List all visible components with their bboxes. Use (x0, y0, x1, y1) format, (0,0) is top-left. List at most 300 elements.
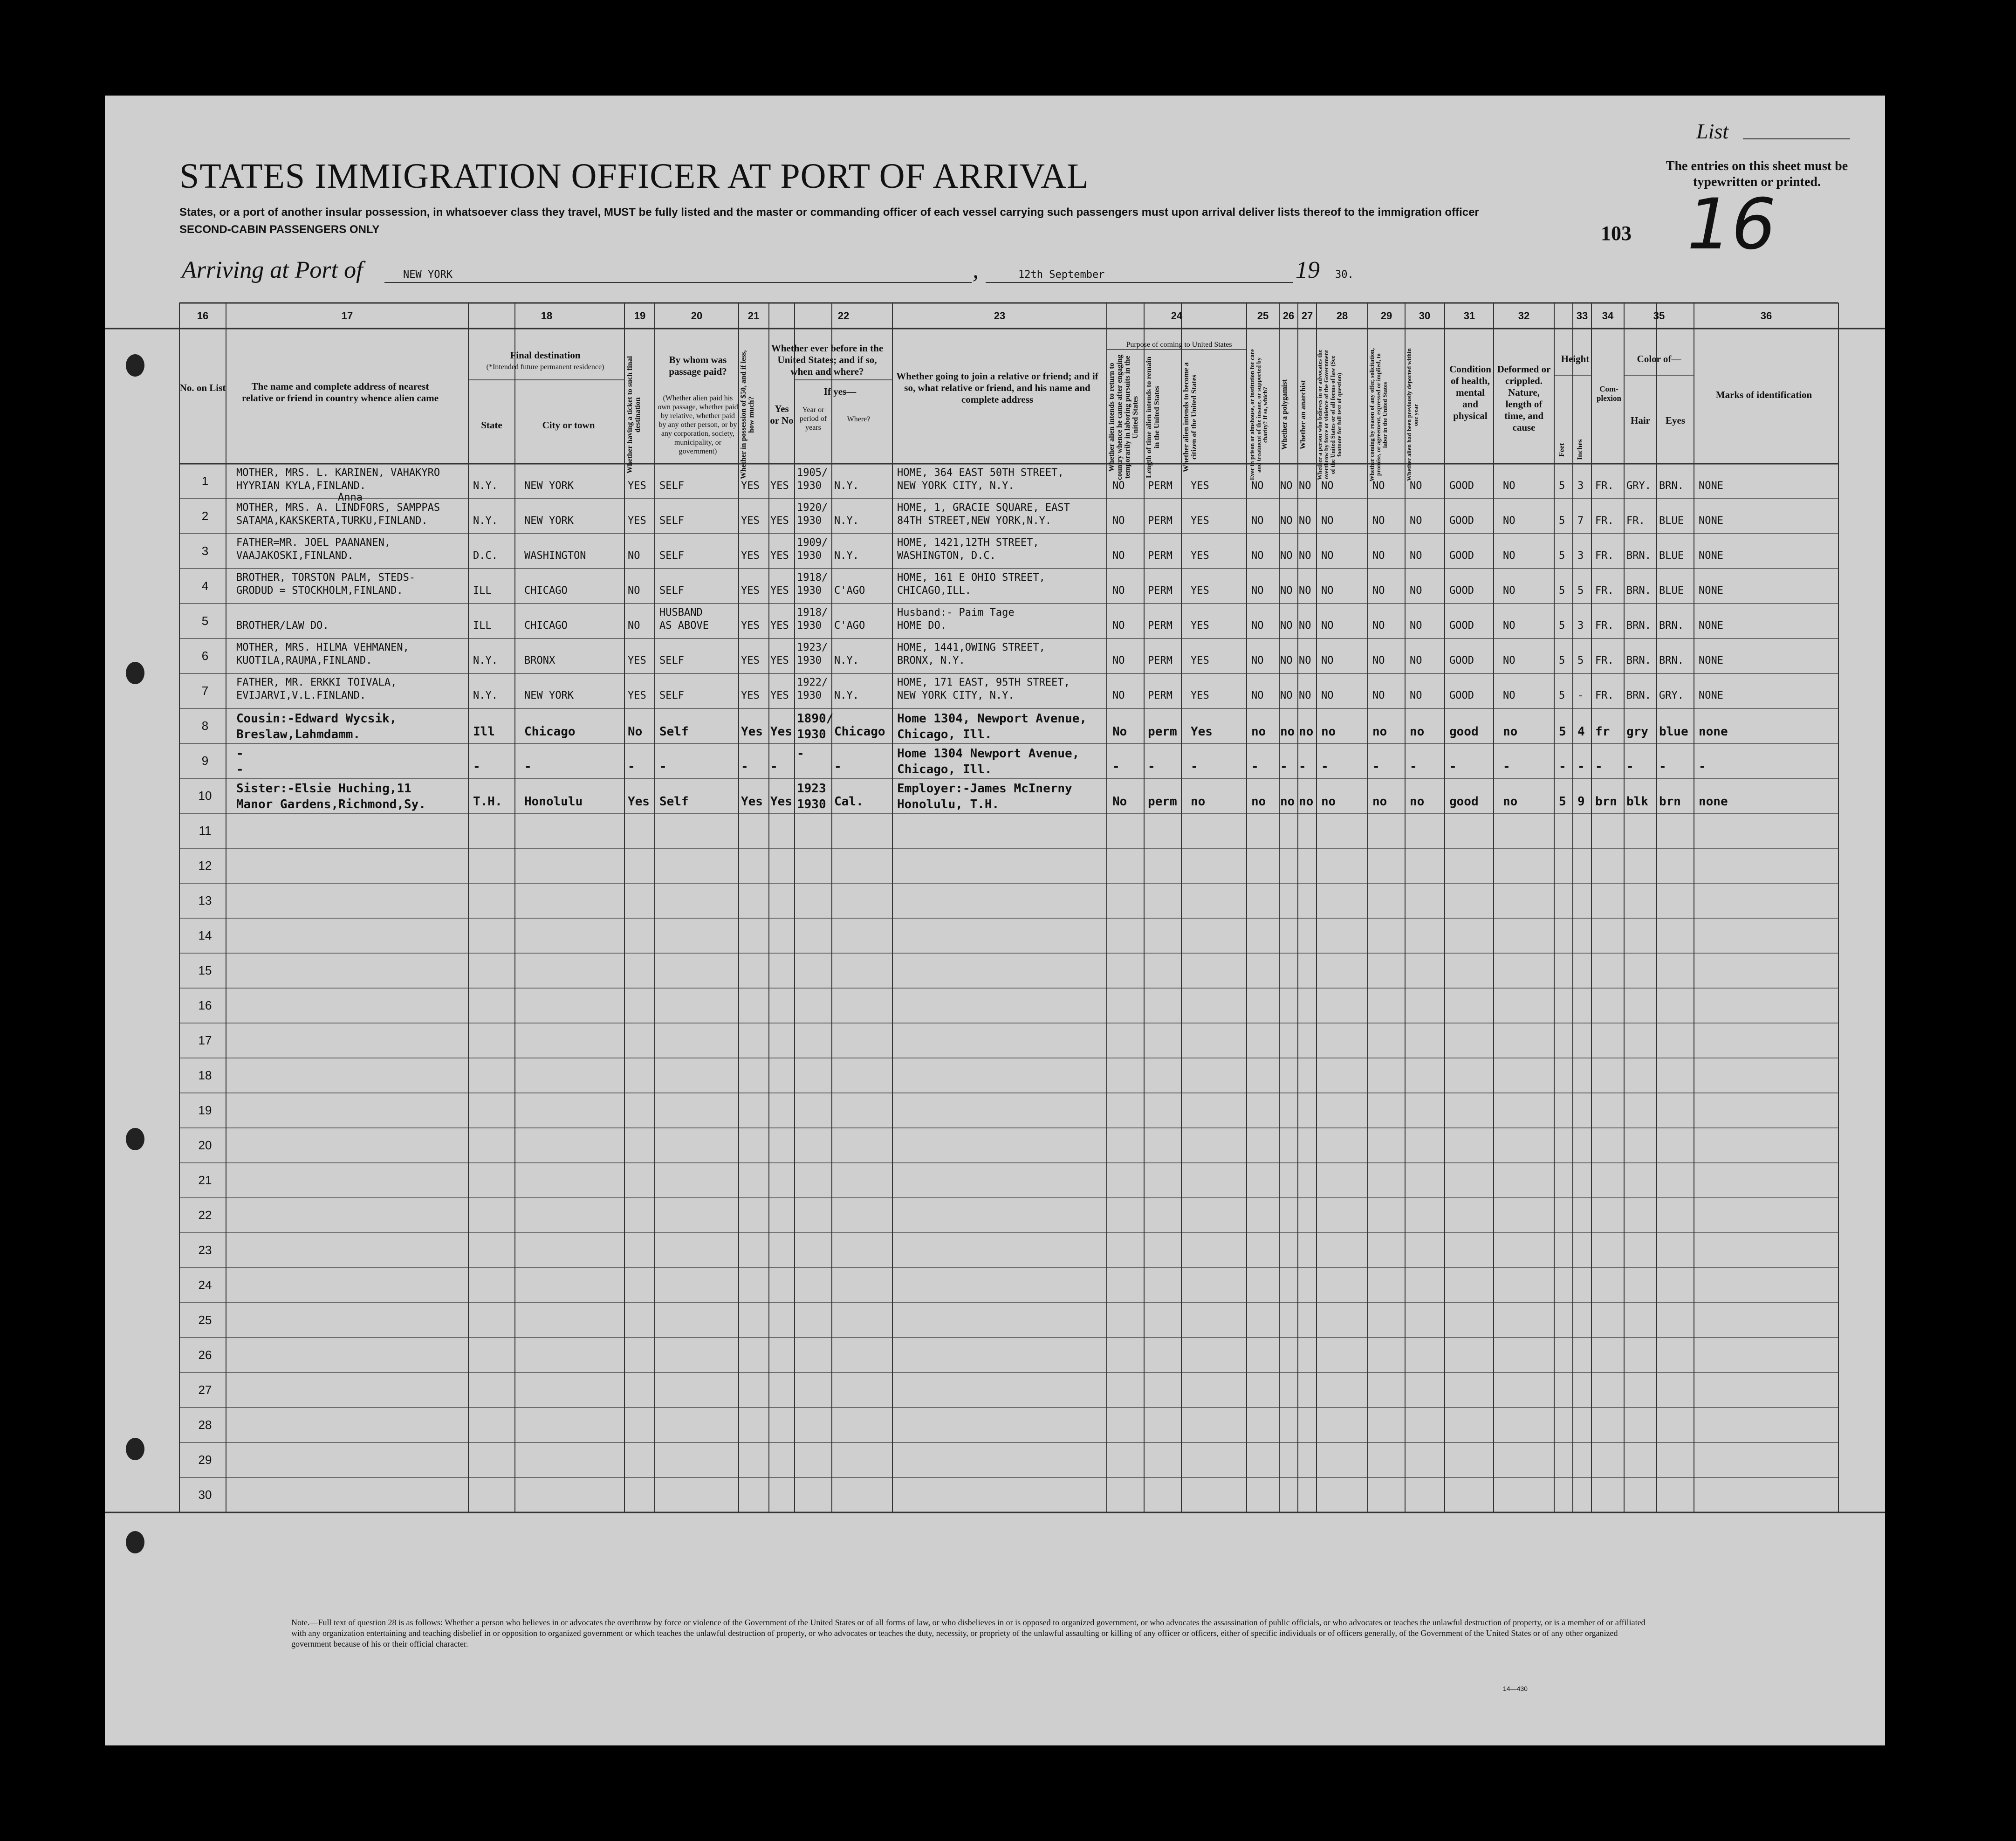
passage-paid-cell: Self (659, 725, 689, 739)
complexion-cell: FR. (1595, 690, 1614, 701)
complexion-cell: fr (1595, 725, 1610, 739)
header-city: City or town (542, 419, 595, 431)
header-color-of: Color of— (1637, 353, 1681, 364)
c28-cell: NO (1321, 690, 1334, 701)
row-number: 9 (201, 754, 209, 768)
c30-cell: NO (1410, 515, 1422, 527)
inches-cell: 3 (1577, 480, 1584, 492)
hair-cell: BRN. (1626, 585, 1651, 597)
ticket-cell: No (628, 725, 643, 739)
purpose-return-cell: NO (1112, 620, 1125, 632)
relative-line: MOTHER, MRS. HILMA VEHMANEN, (236, 642, 409, 653)
city-cell: Chicago (524, 725, 576, 739)
hair-cell: BRN. (1626, 620, 1651, 632)
header-c25: Ever in prison or almshouse, or institution for care and treatment of the insane, or supported by charity? If so, which? (1248, 349, 1269, 481)
header-nearest-relative: The name and complete address of nearest relative or friend in country whence alien came (241, 381, 439, 404)
passage-paid-cell: SELF (659, 480, 684, 492)
where-cell: N.Y. (834, 480, 859, 492)
c27-cell: NO (1299, 690, 1311, 701)
manifest-sheet (105, 96, 1885, 1745)
complexion-cell: - (1595, 760, 1603, 774)
health-cell: GOOD (1449, 585, 1474, 597)
c27-cell: NO (1299, 620, 1311, 632)
ticket-cell: NO (628, 550, 640, 562)
header-possession-50: Whether in possession of $50, and if less, how much? (740, 350, 755, 480)
city-cell: CHICAGO (524, 585, 568, 597)
join-line: WASHINGTON, D.C. (897, 550, 996, 562)
city-cell: CHICAGO (524, 620, 568, 632)
header-c30: Whether alien had been previously deported within one year (1406, 348, 1419, 481)
row-number: 4 (201, 579, 209, 593)
year-cell: 1918/ (797, 607, 828, 618)
eyes-cell: BLUE (1659, 515, 1684, 527)
marks-cell: none (1699, 725, 1728, 739)
hair-cell: FR. (1626, 515, 1645, 527)
year-cell: 1905/ (797, 467, 828, 479)
header-ticket: Whether having a ticket to such final destination (626, 356, 642, 474)
deformed-cell: no (1503, 725, 1518, 739)
complexion-cell: FR. (1595, 480, 1614, 492)
header-inches: Inches (1576, 439, 1584, 460)
feet-cell: 5 (1559, 515, 1565, 527)
possession-cell: Yes (741, 795, 763, 809)
row-number: 1 (201, 474, 209, 488)
purpose-citizen-cell: YES (1191, 550, 1209, 562)
relative-line: - (236, 747, 244, 761)
year-cell: 1922/ (797, 677, 828, 688)
relative-line: MOTHER, MRS. A. LINDFORS, SAMPPAS (236, 502, 440, 514)
join-line: Chicago, Ill. (897, 763, 992, 776)
passage-paid-cell: Self (659, 795, 689, 809)
c25-cell: - (1251, 760, 1259, 774)
relative-line: FATHER, MR. ERKKI TOIVALA, (236, 677, 397, 688)
row-number: 23 (198, 1243, 212, 1257)
before-cell: YES (770, 585, 789, 597)
state-cell: N.Y. (473, 515, 498, 527)
column-number: 21 (747, 310, 760, 322)
handwritten-list-number: 16 (1687, 184, 1776, 265)
relative-line: Sister:-Elsie Huching,11 (236, 782, 411, 796)
header-purpose-length: Length of time alien intends to remain in the United States (1145, 356, 1161, 478)
c28-cell: NO (1321, 515, 1334, 527)
feet-cell: 5 (1559, 795, 1566, 809)
feet-cell: - (1559, 760, 1566, 774)
punch-hole (126, 1438, 144, 1460)
purpose-citizen-cell: YES (1191, 585, 1209, 597)
join-line: Home 1304, Newport Avenue, (897, 712, 1087, 726)
purpose-length-cell: PERM (1148, 515, 1173, 527)
port-value: NEW YORK (403, 269, 453, 281)
punch-hole (126, 1128, 144, 1150)
eyes-cell: BLUE (1659, 550, 1684, 562)
eyes-cell: - (1659, 760, 1666, 774)
c26-cell: NO (1280, 515, 1293, 527)
deformed-cell: NO (1503, 515, 1515, 527)
relative-line: EVIJARVI,V.L.FINLAND. (236, 690, 366, 701)
purpose-return-cell: No (1112, 725, 1127, 739)
purpose-citizen-cell: YES (1191, 620, 1209, 632)
c29-cell: - (1372, 760, 1380, 774)
ticket-cell: YES (628, 515, 646, 527)
hair-cell: BRN. (1626, 690, 1651, 701)
c29-cell: NO (1372, 515, 1385, 527)
ticket-cell: YES (628, 480, 646, 492)
purpose-citizen-cell: YES (1191, 515, 1209, 527)
column-number: 23 (994, 310, 1006, 322)
c30-cell: NO (1410, 620, 1422, 632)
row-number: 16 (198, 998, 212, 1012)
purpose-return-cell: NO (1112, 655, 1125, 666)
ticket-cell: NO (628, 620, 640, 632)
deformed-cell: - (1503, 760, 1510, 774)
purpose-return-cell: NO (1112, 515, 1125, 527)
possession-cell: - (741, 760, 748, 774)
feet-cell: 5 (1559, 620, 1565, 632)
state-cell: N.Y. (473, 655, 498, 666)
c30-cell: NO (1410, 550, 1422, 562)
relative-line: - (236, 763, 244, 776)
c26-cell: NO (1280, 550, 1293, 562)
row-number: 18 (198, 1068, 212, 1082)
purpose-length-cell: PERM (1148, 690, 1173, 701)
punch-hole (126, 354, 144, 377)
row-number: 21 (198, 1173, 212, 1187)
deformed-cell: NO (1503, 690, 1515, 701)
year-suffix: 30. (1335, 269, 1354, 281)
purpose-return-cell: NO (1112, 690, 1125, 701)
row-number: 5 (201, 614, 209, 628)
c29-cell: NO (1372, 655, 1385, 666)
row-number: 14 (198, 928, 212, 942)
c29-cell: NO (1372, 690, 1385, 701)
row-number: 30 (198, 1488, 212, 1502)
where-cell: Cal. (834, 795, 864, 809)
hair-cell: blk (1626, 795, 1648, 809)
header-if-yes: If yes— (823, 386, 857, 397)
c26-cell: no (1280, 795, 1295, 809)
purpose-length-cell: PERM (1148, 550, 1173, 562)
c27-cell: NO (1299, 515, 1311, 527)
column-number: 26 (1282, 310, 1295, 322)
health-cell: GOOD (1449, 480, 1474, 492)
c27-cell: NO (1299, 655, 1311, 666)
header-c29: Whether coming by reason of any offer, solicitation, promise, or agreement, expressed or implied, to labor in the United States (1368, 348, 1388, 482)
year-cell: 1930 (797, 585, 822, 597)
eyes-cell: BRN. (1659, 480, 1684, 492)
deformed-cell: NO (1503, 480, 1515, 492)
passage-paid-cell: AS ABOVE (659, 620, 709, 632)
state-cell: ILL (473, 585, 492, 597)
year-cell: 1930 (797, 655, 822, 666)
row-number: 25 (198, 1313, 212, 1327)
state-cell: D.C. (473, 550, 498, 562)
c29-cell: NO (1372, 585, 1385, 597)
purpose-length-cell: PERM (1148, 620, 1173, 632)
purpose-citizen-cell: YES (1191, 655, 1209, 666)
year-cell: 1930 (797, 690, 822, 701)
inches-cell: - (1577, 760, 1585, 774)
row-number: 24 (198, 1278, 212, 1292)
c30-cell: - (1410, 760, 1417, 774)
hair-cell: gry (1626, 725, 1648, 739)
inches-cell: 7 (1577, 515, 1584, 527)
header-no-on-list: No. on List (179, 382, 226, 393)
year-cell: 1920/ (797, 502, 828, 514)
where-cell: - (834, 760, 842, 774)
column-number: 36 (1760, 310, 1772, 322)
join-line: HOME, 161 E OHIO STREET, (897, 572, 1045, 584)
c29-cell: NO (1372, 480, 1385, 492)
header-ever-before: Whether ever before in the United States; and if so, when and where? (771, 343, 884, 377)
c30-cell: NO (1410, 655, 1422, 666)
deformed-cell: NO (1503, 620, 1515, 632)
header-purpose: Purpose of coming to United States (1126, 341, 1232, 349)
purpose-citizen-cell: no (1191, 795, 1206, 809)
relative-line: MOTHER, MRS. L. KARINEN, VAHAKYRO (236, 467, 440, 479)
ruled-grid (105, 96, 1885, 1745)
where-cell: C'AGO (834, 620, 865, 632)
join-line: Chicago, Ill. (897, 728, 992, 742)
c26-cell: no (1280, 725, 1295, 739)
relative-line: KUOTILA,RAUMA,FINLAND. (236, 655, 372, 666)
feet-cell: 5 (1559, 585, 1565, 597)
inches-cell: 3 (1577, 550, 1584, 562)
hair-cell: BRN. (1626, 655, 1651, 666)
join-line: HOME, 1421,12TH STREET, (897, 537, 1039, 549)
purpose-return-cell: - (1112, 760, 1120, 774)
column-number: 20 (691, 310, 703, 322)
page-title: STATES IMMIGRATION OFFICER AT PORT OF ARRIVAL (179, 157, 1089, 196)
row-number: 13 (198, 893, 212, 907)
before-cell: YES (770, 655, 789, 666)
year-cell: 1923 (797, 782, 826, 796)
purpose-length-cell: perm (1148, 725, 1177, 739)
header-feet: Feet (1558, 443, 1566, 457)
passage-paid-cell: SELF (659, 655, 684, 666)
relative-line: Cousin:-Edward Wycsik, (236, 712, 397, 726)
header-passage-paid: By whom was passage paid? (669, 354, 727, 377)
purpose-citizen-cell: Yes (1191, 725, 1213, 739)
join-line: NEW YORK CITY, N.Y. (897, 690, 1015, 701)
state-cell: - (473, 760, 480, 774)
possession-cell: YES (741, 620, 760, 632)
where-cell: N.Y. (834, 550, 859, 562)
hair-cell: BRN. (1626, 550, 1651, 562)
before-cell: - (770, 760, 778, 774)
header-where: Where? (847, 415, 871, 423)
year-prefix: 19 (1296, 257, 1320, 283)
class-line: SECOND-CABIN PASSENGERS ONLY (179, 223, 380, 236)
column-number: 35 (1653, 310, 1665, 322)
subtitle: States, or a port of another insular possession, in whatsoever class they travel, MUST be fully listed and the master or commanding officer of each vessel carrying such passengers must upon arrival deliver lists thereof to the immigration officer (179, 206, 1479, 219)
state-cell: N.Y. (473, 690, 498, 701)
year-cell: 1930 (797, 480, 822, 492)
year-cell: 1909/ (797, 537, 828, 549)
city-cell: NEW YORK (524, 515, 574, 527)
header-state: State (481, 419, 502, 431)
header-health: Condition of health, mental and physical (1449, 364, 1491, 421)
list-label: List (1696, 119, 1729, 143)
relative-line: BROTHER, TORSTON PALM, STEDS- (236, 572, 416, 584)
complexion-cell: FR. (1595, 515, 1614, 527)
row-number: 20 (198, 1138, 212, 1152)
health-cell: GOOD (1449, 550, 1474, 562)
c27-cell: NO (1299, 585, 1311, 597)
punch-hole (126, 1531, 144, 1553)
row-number: 17 (198, 1033, 212, 1047)
header-height: Height (1561, 353, 1590, 364)
passage-paid-cell: SELF (659, 690, 684, 701)
join-line: Employer:-James McInerny (897, 782, 1072, 796)
marks-cell: NONE (1699, 480, 1723, 492)
header-purpose-citizen: Whether alien intends to become a citizen of the United States (1182, 362, 1198, 472)
column-number: 27 (1301, 310, 1313, 322)
purpose-citizen-cell: - (1191, 760, 1198, 774)
ticket-cell: - (628, 760, 635, 774)
before-cell: YES (770, 690, 789, 701)
before-cell: Yes (770, 795, 792, 809)
c25-cell: NO (1251, 655, 1264, 666)
before-cell: YES (770, 620, 789, 632)
marks-cell: - (1699, 760, 1706, 774)
ticket-cell: Yes (628, 795, 650, 809)
row-number: 10 (198, 789, 212, 803)
c25-cell: NO (1251, 620, 1264, 632)
row-number: 3 (201, 544, 209, 558)
ticket-cell: NO (628, 585, 640, 597)
c28-cell: NO (1321, 480, 1334, 492)
header-passage-note: (Whether alien paid his own passage, whether paid by relative, whether paid by any other person, or by any corporation, society, municipality, or government) (658, 394, 738, 455)
column-number: 29 (1380, 310, 1392, 322)
entries-note: The entries on this sheet must be typewritten or printed. (1666, 159, 1848, 189)
before-cell: Yes (770, 725, 792, 739)
row-number: 2 (201, 509, 209, 523)
c25-cell: no (1251, 795, 1266, 809)
year-cell: 1930 (797, 515, 822, 527)
relative-line: BROTHER/LAW DO. (236, 620, 329, 632)
year-cell: 1890/ (797, 712, 834, 726)
join-line: HOME DO. (897, 620, 946, 632)
eyes-cell: BRN. (1659, 620, 1684, 632)
passage-paid-cell: SELF (659, 585, 684, 597)
relative-line: VAAJAKOSKI,FINLAND. (236, 550, 354, 562)
marks-cell: NONE (1699, 550, 1723, 562)
row-number: 6 (201, 649, 209, 663)
c26-cell: - (1280, 760, 1288, 774)
feet-cell: 5 (1559, 550, 1565, 562)
possession-cell: Yes (741, 725, 763, 739)
relative-line: FATHER=MR. JOEL PAANANEN, (236, 537, 391, 549)
header-final-destination: Final destination (510, 350, 581, 361)
health-cell: GOOD (1449, 620, 1474, 632)
eyes-cell: BRN. (1659, 655, 1684, 666)
c28-cell: no (1321, 725, 1336, 739)
row-number: 29 (198, 1453, 212, 1467)
passage-paid-cell: SELF (659, 550, 684, 562)
sheet-number: 103 (1601, 222, 1632, 245)
relative-line: Manor Gardens,Richmond,Sy. (236, 797, 426, 811)
header-purpose-return: Whether alien intends to return to country whence he came after engaging temporarily in laboring pursuits in the United States (1108, 354, 1139, 480)
row-number: 12 (198, 859, 212, 872)
footnote: Note.—Full text of question 28 is as follows: Whether a person who believes in or advocates the overthrow by force or violence of the Government of the United States or of all forms of law, or who disbelieves in or is opposed to organized government, or who advocates the assassination of public officials, or who advocates or teaches the unlawful destruction of property, or is a member of or affiliated with any organization entertaining and teaching disbelief in or opposition to organized government or which teaches the unlawful destruction of property, or who advocates or teaches the duty, necessity, or propriety of the unlawful assaulting or killing of any officer or officers, either of specific individuals or of officers generally, of the Government of the United States or of any other organized government because of his or their official character. (291, 1618, 1646, 1649)
row-number: 15 (198, 963, 212, 977)
passage-paid-cell: - (659, 760, 667, 774)
relative-line: SATAMA,KAKSKERTA,TURKU,FINLAND. (236, 515, 428, 527)
where-cell: Chicago (834, 725, 885, 739)
inches-cell: 5 (1577, 585, 1584, 597)
feet-cell: 5 (1559, 725, 1566, 739)
purpose-citizen-cell: YES (1191, 690, 1209, 701)
where-cell: N.Y. (834, 690, 859, 701)
arriving-label: Arriving at Port of (182, 257, 363, 283)
comma-separator: , (973, 257, 979, 283)
health-cell: good (1449, 725, 1479, 739)
c25-cell: NO (1251, 550, 1264, 562)
c27-cell: NO (1299, 550, 1311, 562)
year-cell: 1930 (797, 620, 822, 632)
c26-cell: NO (1280, 480, 1293, 492)
where-cell: N.Y. (834, 515, 859, 527)
c26-cell: NO (1280, 655, 1293, 666)
city-cell: BRONX (524, 655, 555, 666)
c25-cell: NO (1251, 690, 1264, 701)
header-hair: Hair (1631, 415, 1650, 426)
ticket-cell: YES (628, 655, 646, 666)
deformed-cell: NO (1503, 585, 1515, 597)
relative-line: Breslaw,Lahmdamm. (236, 728, 361, 742)
column-number: 18 (541, 310, 553, 322)
join-line: HOME, 1441,OWING STREET, (897, 642, 1045, 653)
join-line: NEW YORK CITY, N.Y. (897, 480, 1015, 492)
marks-cell: NONE (1699, 515, 1723, 527)
c27-cell: - (1299, 760, 1306, 774)
c27-cell: no (1299, 795, 1314, 809)
purpose-return-cell: NO (1112, 480, 1125, 492)
c26-cell: NO (1280, 690, 1293, 701)
before-cell: YES (770, 515, 789, 527)
c28-cell: NO (1321, 655, 1334, 666)
possession-cell: YES (741, 515, 760, 527)
deformed-cell: NO (1503, 550, 1515, 562)
year-cell: 1930 (797, 550, 822, 562)
possession-cell: YES (741, 550, 760, 562)
column-number: 17 (341, 310, 353, 322)
form-number: 14—430 (1503, 1685, 1528, 1692)
where-cell: C'AGO (834, 585, 865, 597)
health-cell: GOOD (1449, 515, 1474, 527)
deformed-cell: NO (1503, 655, 1515, 666)
purpose-length-cell: perm (1148, 795, 1177, 809)
c28-cell: NO (1321, 620, 1334, 632)
c27-cell: no (1299, 725, 1314, 739)
c30-cell: NO (1410, 690, 1422, 701)
health-cell: - (1449, 760, 1457, 774)
join-line: Honolulu, T.H. (897, 797, 1000, 811)
column-number: 28 (1336, 310, 1348, 322)
city-cell: WASHINGTON (524, 550, 586, 562)
c27-cell: NO (1299, 480, 1311, 492)
relative-line: HYYRIAN KYLA,FINLAND. (236, 480, 366, 492)
hair-cell: - (1626, 760, 1634, 774)
header-yes-no: Yes or No (770, 403, 794, 426)
column-number: 16 (197, 310, 209, 322)
purpose-length-cell: - (1148, 760, 1155, 774)
state-cell: N.Y. (473, 480, 498, 492)
marks-cell: NONE (1699, 690, 1723, 701)
city-cell: NEW YORK (524, 690, 574, 701)
complexion-cell: FR. (1595, 550, 1614, 562)
column-number: 22 (837, 310, 850, 322)
